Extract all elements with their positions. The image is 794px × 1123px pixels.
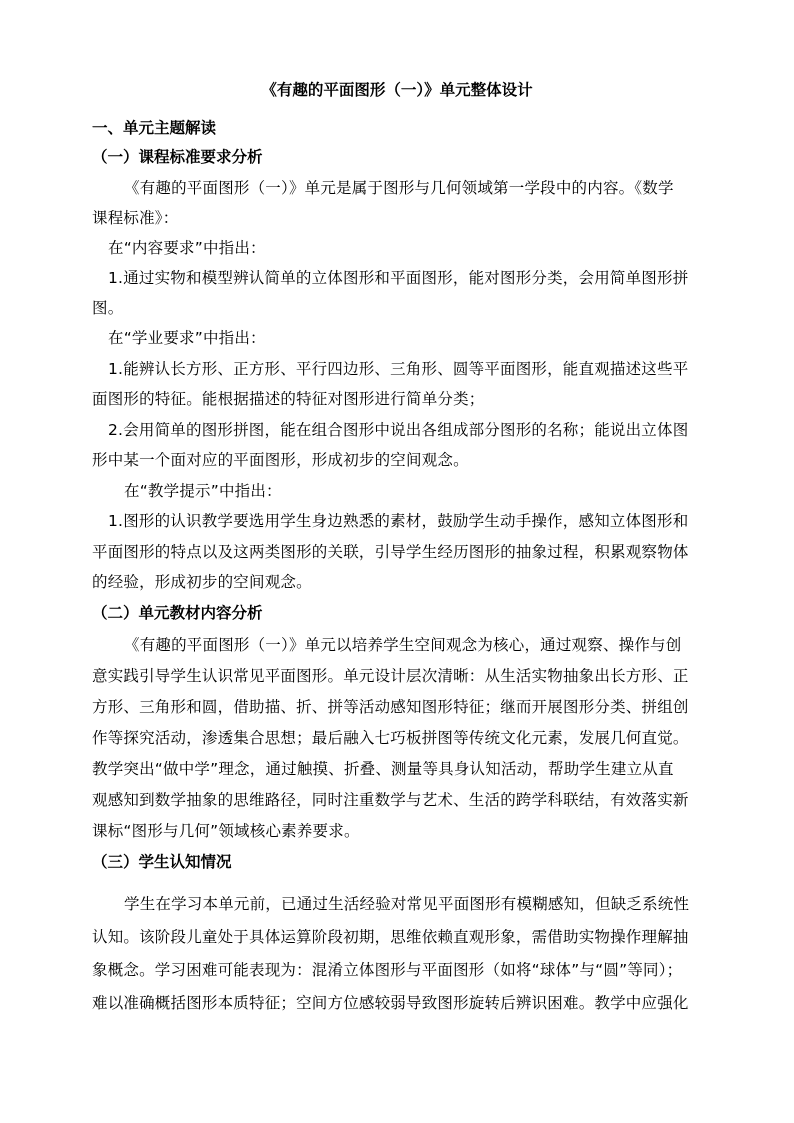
paragraph-line: 难以准确概括图形本质特征；空间方位感较弱导致图形旋转后辨识困难。教学中应强化 [92,994,689,1012]
content-requirement-intro: 在“内容要求”中指出： [108,239,266,257]
document-title: 《有趣的平面图形（一）》单元整体设计 [261,81,533,99]
paragraph-line: 教学突出“做中学”理念，通过触摸、折叠、测量等具身认知活动，帮助学生建立从直 [92,760,674,778]
paragraph-line: 象概念。学习困难可能表现为：混淆立体图形与平面图形（如将“球体”与“圆”等同）； [92,961,683,979]
paragraph-line: 认知。该阶段儿童处于具体运算阶段初期，思维依赖直观形象，需借助实物操作理解抽 [92,928,689,946]
paragraph-line: 课标“图形与几何”领域核心素养要求。 [92,822,360,840]
paragraph-line: 《有趣的平面图形（一）》单元以培养学生空间观念为核心，通过观察、操作与创 [124,636,682,654]
paragraph-line: 意实践引导学生认识常见平面图形。单元设计层次清晰：从生活实物抽象出长方形、正 [92,667,689,685]
paragraph-line: 观感知到数学抽象的思维路径，同时注重数学与艺术、生活的跨学科联结，有效落实新 [92,791,689,809]
paragraph-line: 的经验，形成初步的空间观念。 [92,573,312,591]
study-requirement-intro: 在“学业要求”中指出： [108,329,266,347]
paragraph-line: 方形、三角形和圆，借助描、折、拼等活动感知图形特征；继而开展图形分类、拼组创 [92,698,689,716]
subsection-heading-2: （二）单元教材内容分析 [92,604,263,622]
paragraph-line: 课程标准》： [92,209,179,227]
paragraph-line: 作等探究活动，渗透集合思想；最后融入七巧板拼图等传统文化元素，发展几何直觉。 [92,729,689,747]
paragraph-line: 形中某一个面对应的平面图形，形成初步的空间观念。 [92,451,469,469]
subsection-heading-1: （一）课程标准要求分析 [92,148,263,166]
teaching-tip-intro: 在“教学提示”中指出： [124,482,282,500]
paragraph-line: 1.通过实物和模型辨认简单的立体图形和平面图形，能对图形分类，会用简单图形拼 [108,269,689,287]
paragraph-line: 图。 [92,299,124,317]
paragraph-line: 学生在学习本单元前，已通过生活经验对常见平面图形有模糊感知，但缺乏系统性 [124,895,690,913]
paragraph-line: 平面图形的特点以及这两类图形的关联，引导学生经历图形的抽象过程，积累观察物体 [92,543,689,561]
paragraph-line: 面图形的特征。能根据描述的特征对图形进行简单分类； [92,390,485,408]
paragraph-line: 《有趣的平面图形（一）》单元是属于图形与几何领域第一学段中的内容。《数学 [124,179,674,197]
subsection-heading-3: （三）学生认知情况 [92,853,232,871]
section-heading-1: 一、单元主题解读 [92,119,217,137]
paragraph-line: 2.会用简单的图形拼图，能在组合图形中说出各组成部分图形的名称；能说出立体图 [108,421,689,439]
paragraph-line: 1.图形的认识教学要选用学生身边熟悉的素材，鼓励学生动手操作，感知立体图形和 [108,512,689,530]
paragraph-line: 1.能辨认长方形、正方形、平行四边形、三角形、圆等平面图形，能直观描述这些平 [108,360,689,378]
